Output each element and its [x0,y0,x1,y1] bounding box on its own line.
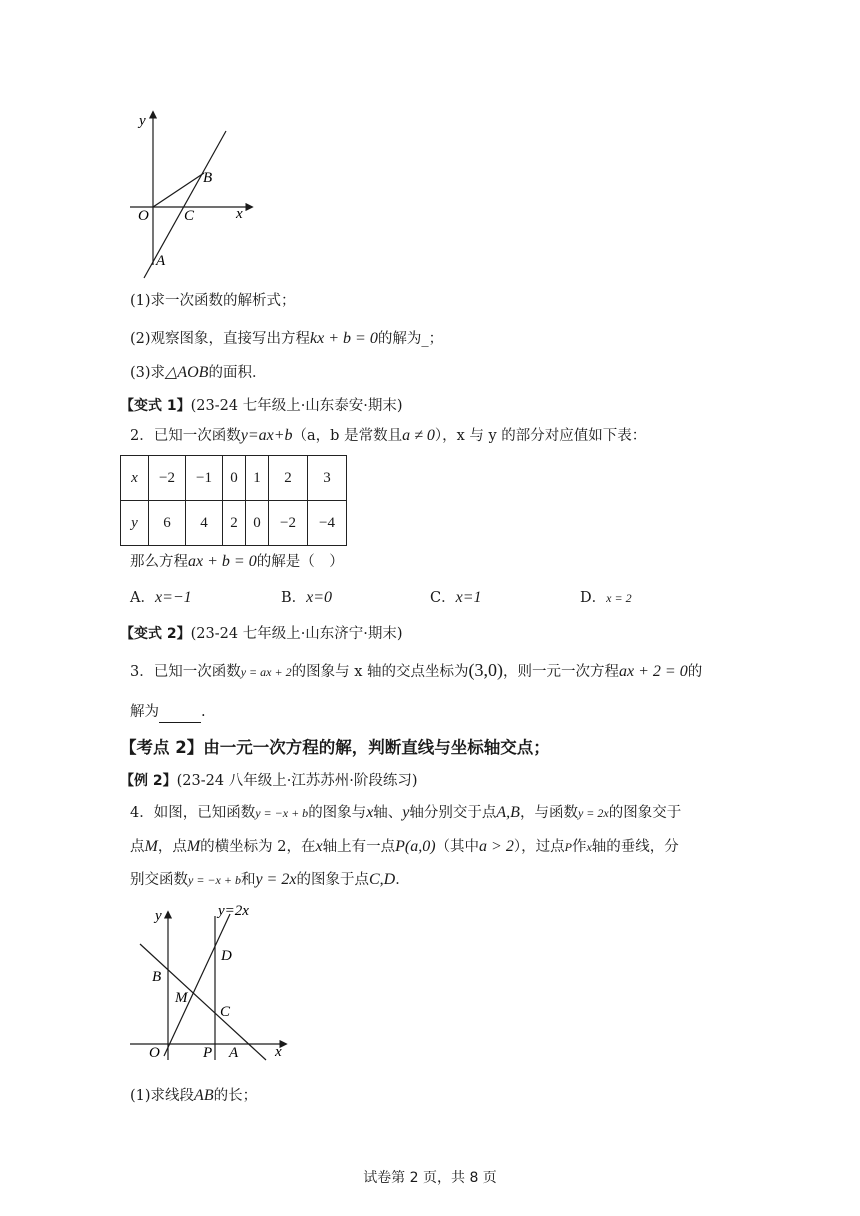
variant2-header: 【变式 2】(23-24 七年级上·山东济宁·期末) [120,626,403,642]
q1-part1: (1)求一次函数的解析式； [130,293,296,309]
label-A: A [156,253,166,269]
q2-option-c: C．x=1 [430,589,482,606]
table-header-x: x [121,456,149,501]
label-B: B [203,170,213,186]
table-cell: 2 [269,456,308,501]
section-heading-kaodian2: 【考点 2】由一元一次方程的解，判断直线与坐标轴交点； [120,738,550,757]
example2-header: 【例 2】(23-24 八年级上·江苏苏州·阶段练习) [120,773,418,789]
label-x: x [275,1044,282,1060]
table-row-x [121,456,347,501]
label-O: O [149,1045,160,1061]
table-cell: −2 [149,456,186,501]
q2-option-a: A．x=−1 [130,589,192,606]
figure-1-graph [120,100,270,285]
q1-part2: (2)观察图象，直接写出方程kx + b = 0的解为_； [130,330,444,347]
table-cell: 6 [149,501,186,546]
q1-part3: (3)求△AOB的面积． [130,364,267,381]
label-D: D [221,948,232,964]
line-AB [140,944,266,1060]
table-cell: 2 [223,501,246,546]
q2-option-d: D．x = 2 [580,590,632,606]
label-M: M [175,990,188,1006]
figure-2-graph [120,898,300,1068]
label-C: C [220,1004,231,1020]
line-y-2x [164,914,230,1056]
table-cell: 0 [246,501,269,546]
table-cell: 3 [308,456,347,501]
page-footer: 试卷第 2 页，共 8 页 [363,1170,497,1186]
line-OB [153,173,204,207]
q4-line1: 4．如图，已知函数y = −x + b的图象与x轴、y轴分别交于点A,B，与函数y = 2x的图象交于 [130,804,682,821]
q3-stem: 3．已知一次函数y = ax + 2的图象与 x 轴的交点坐标为(3,0)，则一元一次方程ax + 2 = 0的 [130,660,703,680]
q4-line3: 别交函数y = −x + b和y = 2x的图象于点C,D． [130,871,410,888]
table-cell: 1 [246,456,269,501]
label-y: y [139,113,146,129]
q2-stem: 2．已知一次函数y=ax+b（a，b 是常数且a ≠ 0），x 与 y 的部分对应值如下表： [130,427,647,444]
q4-line2: 点M，点M的横坐标为 2，在x轴上有一点P(a,0)（其中a > 2），过点P作x轴的垂线，分 [130,838,679,855]
label-B: B [152,969,162,985]
q3-answer-line: 解为 . [130,702,206,723]
table-cell: −2 [269,501,308,546]
label-A: A [229,1045,239,1061]
table-cell: 0 [223,456,246,501]
label-y: y [155,908,162,924]
q4-part1: (1)求线段AB的长； [130,1087,258,1104]
answer-blank[interactable] [159,702,201,723]
label-P: P [203,1045,213,1061]
variant1-header: 【变式 1】(23-24 七年级上·山东泰安·期末) [120,398,403,414]
table-row-y [121,501,347,546]
label-O: O [138,208,149,224]
label-C: C [184,208,195,224]
q2-question: 那么方程ax + b = 0的解是（ ） [130,553,344,570]
value-table [120,455,347,546]
label-func: y=2x [218,903,249,919]
table-cell: 4 [186,501,223,546]
table-cell: −1 [186,456,223,501]
label-x: x [236,206,243,222]
q2-option-b: B．x=0 [281,589,333,606]
table-header-y: y [121,501,149,546]
table-cell: −4 [308,501,347,546]
